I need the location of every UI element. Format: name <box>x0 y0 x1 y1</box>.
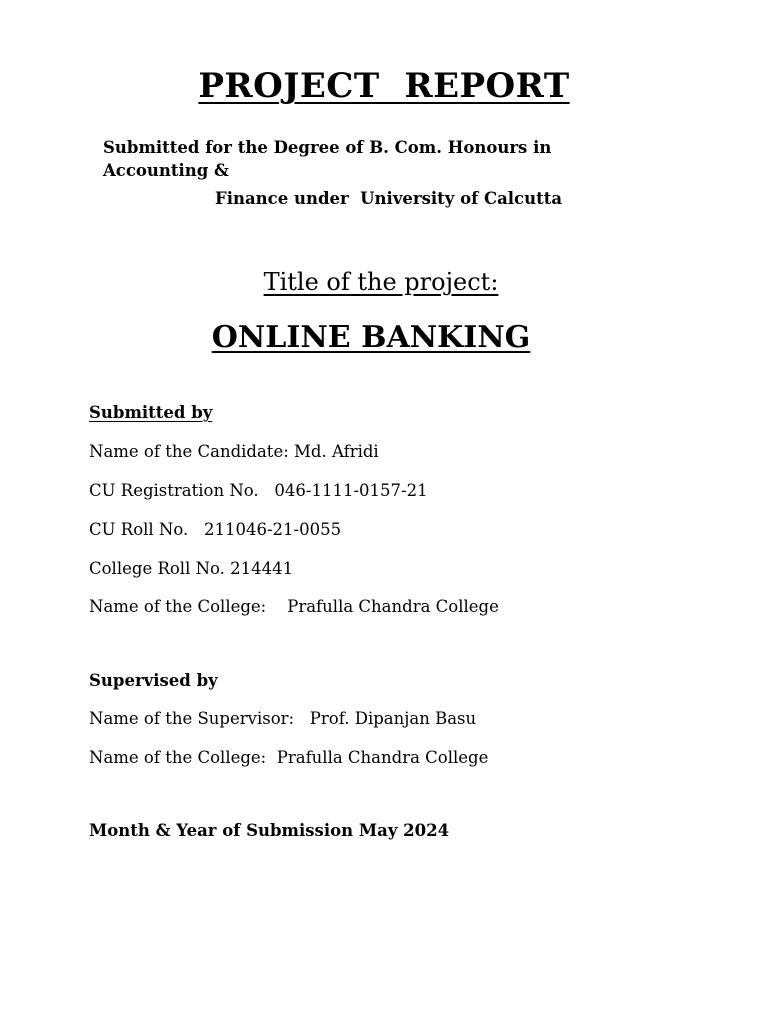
degree-line-2: Accounting & <box>103 161 229 180</box>
submitted-by-heading: Submitted by <box>89 403 213 422</box>
roll-number: CU Roll No. 211046-21-0055 <box>89 520 342 539</box>
project-title: ONLINE BANKING <box>211 320 531 355</box>
candidate-college: Name of the College: Prafulla Chandra College <box>89 597 499 616</box>
supervisor-college: Name of the College: Prafulla Chandra College <box>89 748 489 767</box>
project-title-label: Title of the project: <box>263 268 499 296</box>
college-roll-number: College Roll No. 214441 <box>89 559 294 578</box>
supervised-by-heading: Supervised by <box>89 671 218 690</box>
submission-date: Month & Year of Submission May 2024 <box>89 821 450 840</box>
supervisor-name: Name of the Supervisor: Prof. Dipanjan Basu <box>89 709 477 728</box>
candidate-name: Name of the Candidate: Md. Afridi <box>89 442 379 461</box>
registration-number: CU Registration No. 046-1111-0157-21 <box>89 481 428 500</box>
degree-line-1: Submitted for the Degree of B. Com. Honours in <box>103 138 552 157</box>
degree-line-3: Finance under University of Calcutta <box>215 189 563 208</box>
report-heading: PROJECT REPORT <box>198 66 570 106</box>
